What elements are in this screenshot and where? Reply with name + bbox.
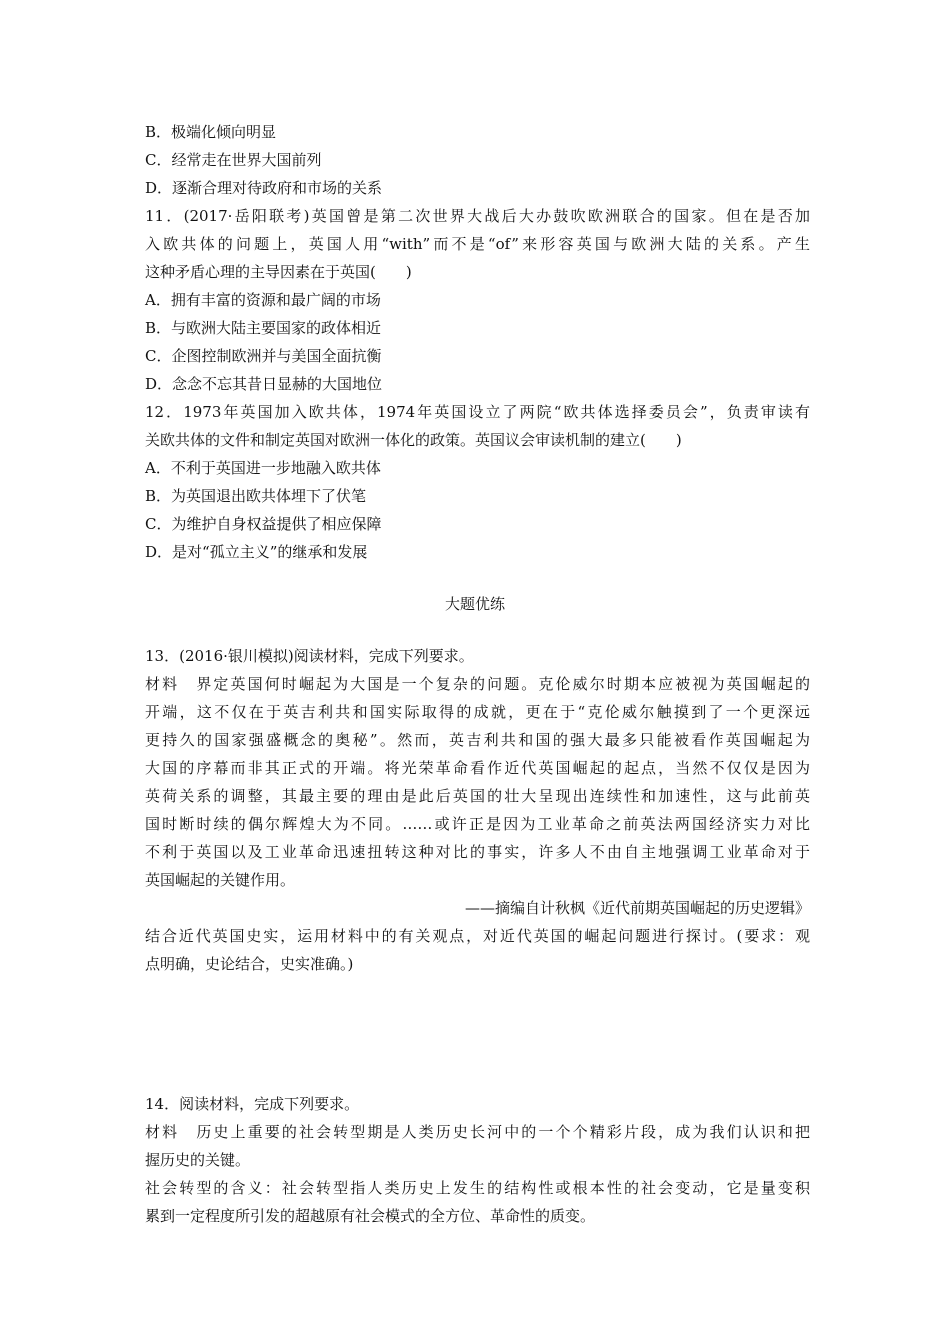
section-title: 大题优练 bbox=[444, 595, 505, 613]
q12-option-d: D．是对“孤立主义”的继承和发展 bbox=[145, 543, 368, 561]
q13-material-line-6: 国时断时续的偶尔辉煌大为不同。……或许正是因为工业革命之前英法两国经济实力对比 bbox=[145, 815, 810, 833]
q14-material-line-3: 社会转型的含义：社会转型指人类历史上发生的结构性或根本性的社会变动，它是量变积 bbox=[145, 1179, 810, 1197]
q13-material-line-3: 更持久的国家强盛概念的奥秘”。然而，英吉利共和国的强大最多只能被看作英国崛起为 bbox=[145, 731, 810, 749]
q12-option-b: B．为英国退出欧共体埋下了伏笔 bbox=[145, 487, 367, 505]
q11-stem-line-3: 这种矛盾心理的主导因素在于英国( ) bbox=[145, 263, 412, 281]
q11-stem-line-1: 11．(2017·岳阳联考)英国曾是第二次世界大战后大办鼓吹欧洲联合的国家。但在是否加 bbox=[145, 207, 810, 225]
q14-material-line-1: 材料 历史上重要的社会转型期是人类历史长河中的一个个精彩片段，成为我们认识和把 bbox=[145, 1123, 810, 1141]
q10-option-c: C．经常走在世界大国前列 bbox=[145, 151, 322, 169]
q12-option-a: A．不利于英国进一步地融入欧共体 bbox=[145, 459, 381, 477]
q13-material-line-5: 英荷关系的调整，其最主要的理由是此后英国的壮大呈现出连续性和加速性，这与此前英 bbox=[145, 787, 810, 805]
q13-material-line-2: 开端，这不仅在于英吉利共和国实际取得的成就，更在于“克伦威尔触摸到了一个更深远 bbox=[145, 703, 810, 721]
q11-option-c: C．企图控制欧洲并与美国全面抗衡 bbox=[145, 347, 382, 365]
q13-material-line-7: 不利于英国以及工业革命迅速扭转这种对比的事实，许多人不由自主地强调工业革命对于 bbox=[145, 843, 810, 861]
q14-stem: 14．阅读材料，完成下列要求。 bbox=[145, 1095, 360, 1113]
q14-material-line-4: 累到一定程度所引发的超越原有社会模式的全方位、革命性的质变。 bbox=[145, 1207, 596, 1225]
q12-stem-line-2: 关欧共体的文件和制定英国对欧洲一体化的政策。英国议会审读机制的建立( ) bbox=[145, 431, 682, 449]
q13-stem: 13．(2016·银川模拟)阅读材料，完成下列要求。 bbox=[145, 647, 474, 665]
q11-stem-line-2: 入欧共体的问题上，英国人用“with”而不是“of”来形容英国与欧洲大陆的关系。产生 bbox=[145, 235, 810, 253]
q13-source: ——摘编自计秋枫《近代前期英国崛起的历史逻辑》 bbox=[464, 899, 810, 917]
q11-option-a: A．拥有丰富的资源和最广阔的市场 bbox=[145, 291, 381, 309]
q10-option-b: B．极端化倾向明显 bbox=[145, 123, 277, 141]
q14-material-line-2: 握历史的关键。 bbox=[145, 1151, 251, 1169]
q11-option-b: B．与欧洲大陆主要国家的政体相近 bbox=[145, 319, 382, 337]
q13-material-line-4: 大国的序幕而非其正式的开端。将光荣革命看作近代英国崛起的起点，当然不仅仅是因为 bbox=[145, 759, 810, 777]
q10-option-d: D．逐渐合理对待政府和市场的关系 bbox=[145, 179, 383, 197]
q13-material-line-1: 材料 界定英国何时崛起为大国是一个复杂的问题。克伦威尔时期本应被视为英国崛起的 bbox=[145, 675, 810, 693]
q12-stem-line-1: 12．1973年英国加入欧共体，1974年英国设立了两院“欧共体选择委员会”，负责审读有 bbox=[145, 403, 810, 421]
q13-task-line-1: 结合近代英国史实，运用材料中的有关观点，对近代英国的崛起问题进行探讨。(要求：观 bbox=[145, 927, 810, 945]
q13-task-line-2: 点明确，史论结合，史实准确。) bbox=[145, 955, 354, 973]
q13-material-line-8: 英国崛起的关键作用。 bbox=[145, 871, 296, 889]
q12-option-c: C．为维护自身权益提供了相应保障 bbox=[145, 515, 382, 533]
q11-option-d: D．念念不忘其昔日显赫的大国地位 bbox=[145, 375, 383, 393]
